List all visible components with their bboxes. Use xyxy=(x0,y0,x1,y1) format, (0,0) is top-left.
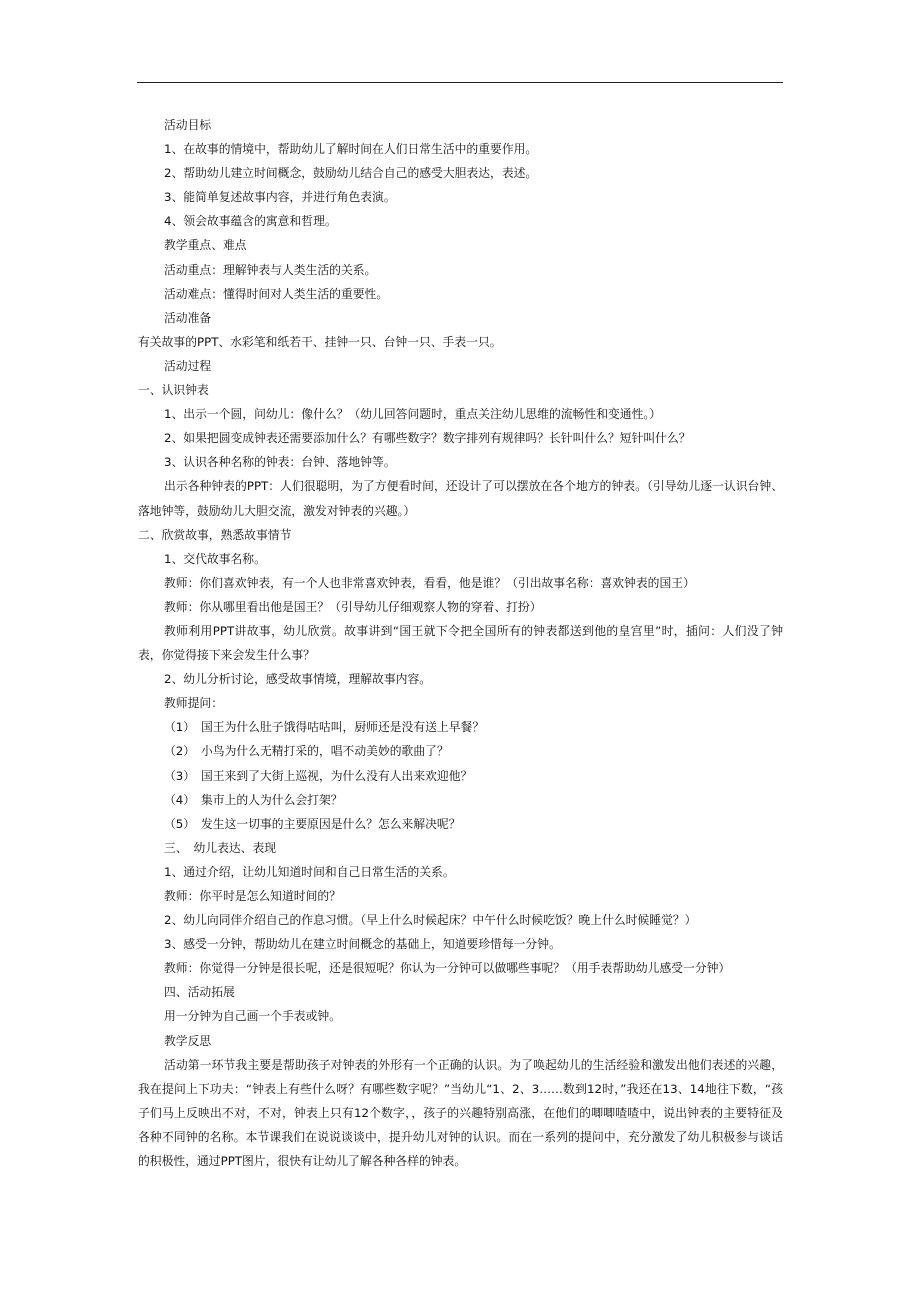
document-body xyxy=(138,113,783,1173)
question-item: （5） 发生这一切事的主要原因是什么？怎么来解决呢？ xyxy=(164,816,461,831)
difficult-point: 活动难点：懂得时间对人类生活的重要性。 xyxy=(164,286,389,301)
teacher-questions-label: 教师提问： xyxy=(164,696,223,711)
heading-key-points: 教学重点、难点 xyxy=(164,238,247,253)
question-item: （2） 小鸟为什么无精打采的，唱不动美妙的歌曲了？ xyxy=(164,744,449,759)
heading-reflection: 教学反思 xyxy=(164,1033,212,1048)
teacher-line: 教师：你觉得一分钟是很长呢，还是很短呢？你认为一分钟可以做哪些事呢？（用手表帮助幼儿感受一分钟） xyxy=(164,961,731,976)
section-heading: 二、欣赏故事，熟悉故事情节 xyxy=(138,527,292,542)
process-item: 1、交代故事名称。 xyxy=(164,551,266,566)
header-rule xyxy=(137,82,783,83)
process-paragraph: 出示各种钟表的PPT：人们很聪明，为了方便看时间，还设计了可以摆放在各个地方的钟表。（引导幼儿逐一认识台钟、落地钟等，鼓励幼儿大胆交流，激发对钟表的兴趣。） xyxy=(138,479,783,518)
extension-text: 用一分钟为自己画一个手表或钟。 xyxy=(164,1009,341,1024)
question-item: （3） 国王来到了大街上巡视，为什么没有人出来欢迎他？ xyxy=(164,768,473,783)
process-paragraph: 教师利用PPT讲故事，幼儿欣赏。故事讲到“国王就下令把全国所有的钟表都送到他的皇宫里”时，插问：人们没了钟表，你觉得接下来会发生什么事？ xyxy=(138,623,783,663)
preparation-text: 有关故事的PPT、水彩笔和纸若干、挂钟一只、台钟一只、手表一只。 xyxy=(138,334,502,349)
question-item: （1） 国王为什么肚子饿得咕咕叫，厨师还是没有送上早餐？ xyxy=(164,720,485,735)
key-point: 活动重点：理解钟表与人类生活的关系。 xyxy=(164,262,377,277)
section-heading: 三、 幼儿表达、表现 xyxy=(164,840,277,855)
teacher-line: 教师：你从哪里看出他是国王？（引导幼儿仔细观察人物的穿着、打扮） xyxy=(164,599,542,614)
reflection-paragraph: 活动第一环节我主要是帮助孩子对钟表的外形有一个正确的认识。为了唤起幼儿的生活经验和激发出他们表述的兴趣，我在提问上下功夫：“钟表上有些什么呀？有哪些数字呢？”当幼儿“1、2、3……数到12时，”我还在13、14地往下数，“孩子们马上反映出不对，不对，钟表上只有12个数字，，孩子的兴趣特别高涨，在他们的唧唧喳喳中，说出钟表的主要特征及各种不同钟的名称。本节课我们在说说谈谈中，提升幼儿对钟的认识。而在一系列的提问中，充分激发了幼儿积极参与谈话的积极性，通过PPT图片，很快有让幼儿了解各种各样的钟表。 xyxy=(138,1057,783,1169)
process-item: 2、如果把圆变成钟表还需要添加什么？有哪些数字？数字排列有规律吗？长针叫什么？短针叫什么？ xyxy=(164,431,691,446)
heading-process: 活动过程 xyxy=(164,358,212,373)
process-item: 1、通过介绍，让幼儿知道时间和自己日常生活的关系。 xyxy=(164,864,455,879)
heading-activity-goals: 活动目标 xyxy=(164,118,212,132)
process-item: 2、幼儿分析讨论，感受故事情境，理解故事内容。 xyxy=(164,672,432,687)
question-item: （4） 集市上的人为什么会打架？ xyxy=(164,792,343,807)
process-item: 3、认识各种名称的钟表：台钟、落地钟等。 xyxy=(164,455,396,470)
process-item: 1、出示一个圆，问幼儿：像什么？（幼儿回答问题时，重点关注幼儿思维的流畅性和变通性。） xyxy=(164,407,662,422)
process-item: 2、幼儿向同伴介绍自己的作息习惯。（早上什么时候起床？中午什么时候吃饭？晚上什么时候睡觉？） xyxy=(164,913,697,928)
section-heading: 一、认识钟表 xyxy=(138,383,209,398)
teacher-line: 教师：你们喜欢钟表，有一个人也非常喜欢钟表，看看，他是谁？（引出故事名称：喜欢钟表的国王） xyxy=(164,575,695,590)
goal-item: 3、能简单复述故事内容，并进行角色表演。 xyxy=(164,190,396,205)
process-item: 3、感受一分钟，帮助幼儿在建立时间概念的基础上，知道要珍惜每一分钟。 xyxy=(164,937,561,952)
goal-item: 4、领会故事蕴含的寓意和哲理。 xyxy=(164,214,337,229)
goal-item: 1、在故事的情境中，帮助幼儿了解时间在人们日常生活中的重要作用。 xyxy=(164,142,538,157)
section-heading: 四、活动拓展 xyxy=(164,985,235,1000)
teacher-line: 教师：你平时是怎么知道时间的？ xyxy=(164,889,341,903)
goal-item: 2、帮助幼儿建立时间概念，鼓励幼儿结合自己的感受大胆表达，表述。 xyxy=(164,166,538,181)
heading-preparation: 活动准备 xyxy=(164,310,212,325)
